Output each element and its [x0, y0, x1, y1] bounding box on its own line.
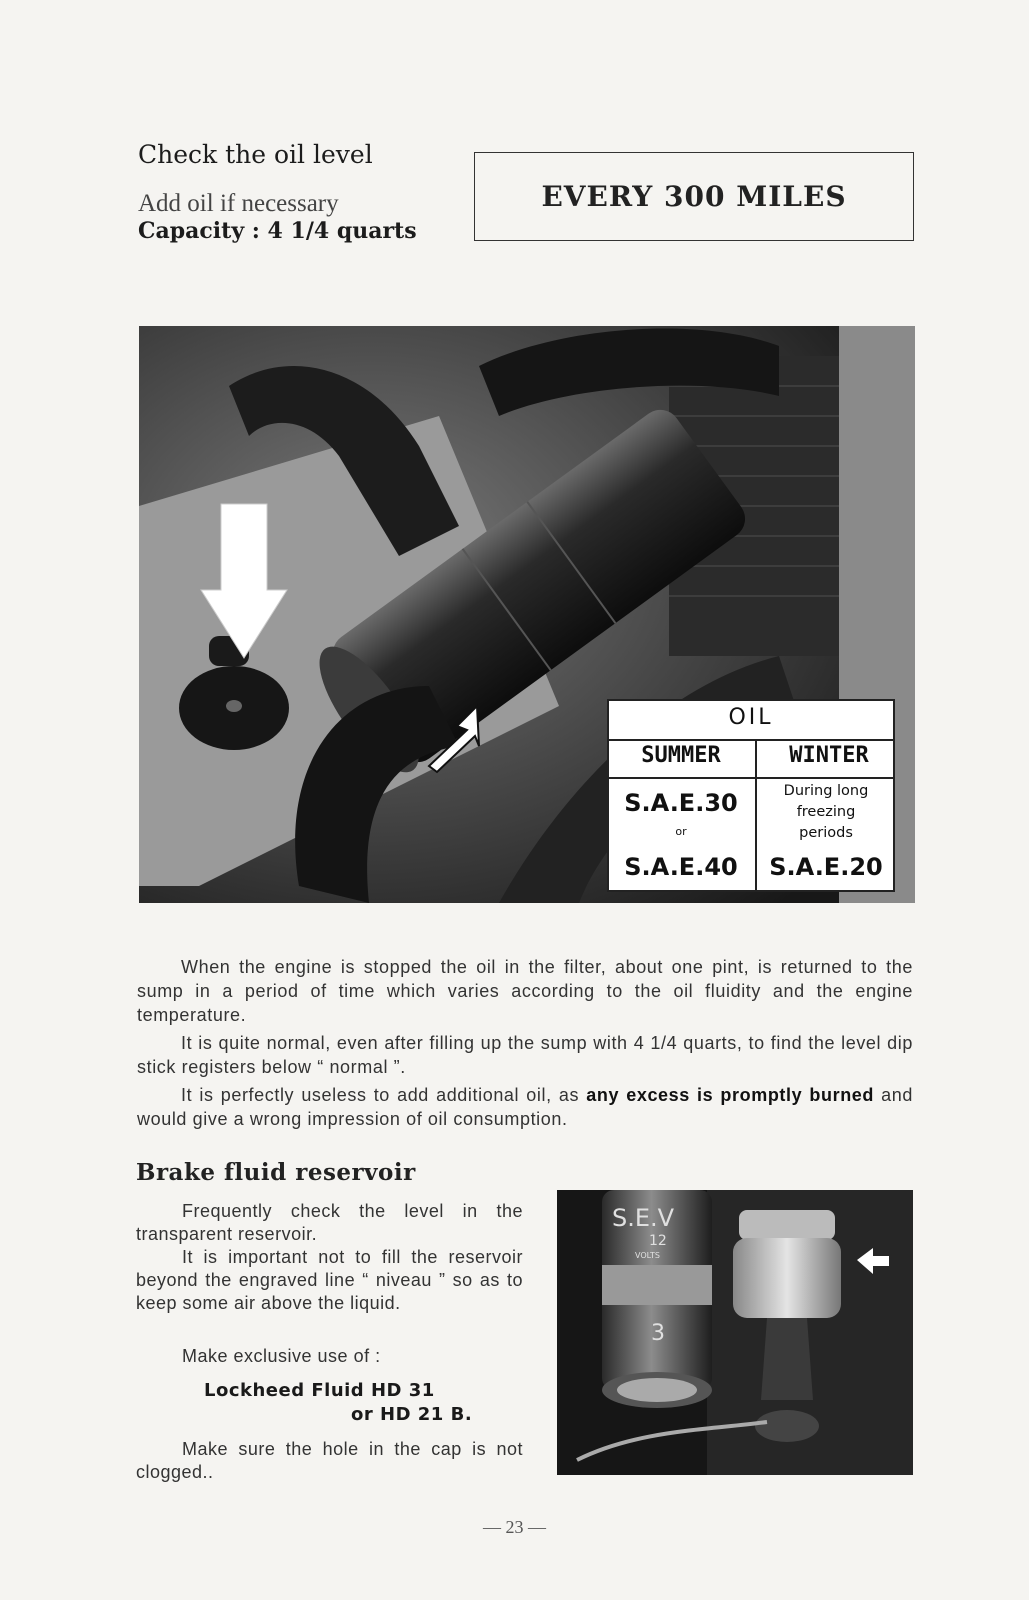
oil-table-title: OIL: [728, 705, 774, 730]
table-divider: [609, 777, 893, 779]
brake-section-heading: Brake fluid reservoir: [136, 1159, 416, 1186]
coil-number-label: 3: [651, 1321, 665, 1346]
frequency-box: [474, 152, 914, 241]
frequency-label: EVERY 300 MILES: [541, 180, 847, 213]
emphasis-text: any excess is promptly burned: [586, 1085, 874, 1105]
brake-paragraph-4: [136, 1438, 523, 1484]
winter-note-line: During long: [783, 783, 869, 799]
oil-grade-table: [607, 699, 895, 892]
dipstick-paragraph: [137, 1031, 913, 1079]
oil-check-heading: Check the oil level: [138, 140, 373, 169]
paragraph-text: Make sure the hole in the cap is not clogged..: [136, 1439, 523, 1482]
winter-note: [757, 781, 895, 844]
coil-volts-label: 12: [649, 1233, 667, 1249]
summer-grade-40: S.A.E.40: [624, 853, 738, 881]
winter-note-line: periods: [799, 825, 853, 841]
paragraph-text: It is perfectly useless to add additional oil, as: [181, 1085, 587, 1105]
paragraph-text: and would give a wrong impression of oil consumption.: [137, 1085, 913, 1129]
paragraph-text: It is important not to fill the reservoir beyond the engraved line “ niveau ” so as to keep some air above the liquid.: [136, 1247, 523, 1313]
brake-paragraph-3: [136, 1345, 523, 1368]
brake-paragraph-2: [136, 1246, 523, 1315]
brake-paragraph-1: [136, 1200, 523, 1246]
fluid-spec-1: Lockheed Fluid HD 31: [204, 1380, 435, 1401]
winter-note-line: freezing: [796, 804, 856, 820]
add-oil-text: Add oil if necessary: [138, 190, 339, 217]
table-divider: [609, 739, 893, 741]
page-number: — 23 —: [483, 1517, 546, 1537]
paragraph-text: Make exclusive use of :: [182, 1346, 381, 1366]
excess-oil-paragraph: [137, 1083, 913, 1131]
summer-header: SUMMER: [641, 743, 721, 768]
paragraph-text: When the engine is stopped the oil in the filter, about one pint, is returned to the sump in a period of time which varies according to the oil fluidity and the engine temperature.: [137, 957, 913, 1025]
winter-grade-20: S.A.E.20: [769, 853, 883, 881]
summer-or-text: or: [675, 825, 687, 838]
fluid-spec-2: or HD 21 B.: [351, 1404, 473, 1425]
paragraph-text: Frequently check the level in the transparent reservoir.: [136, 1201, 523, 1244]
coil-volt-word: VOLTS: [635, 1251, 660, 1260]
paragraph-text: It is quite normal, even after filling up the sump with 4 1/4 quarts, to find the level dip stick registers below “ normal ”.: [137, 1033, 913, 1077]
coil-brand-label: S.E.V: [612, 1204, 675, 1232]
capacity-text: Capacity : 4 1/4 quarts: [138, 218, 417, 244]
brake-reservoir-photo: [557, 1190, 913, 1475]
summer-grade-30: S.A.E.30: [624, 789, 738, 817]
winter-header: WINTER: [789, 743, 869, 768]
oil-filter-paragraph: [137, 955, 913, 1027]
brake-reservoir-illustration: [557, 1190, 913, 1475]
